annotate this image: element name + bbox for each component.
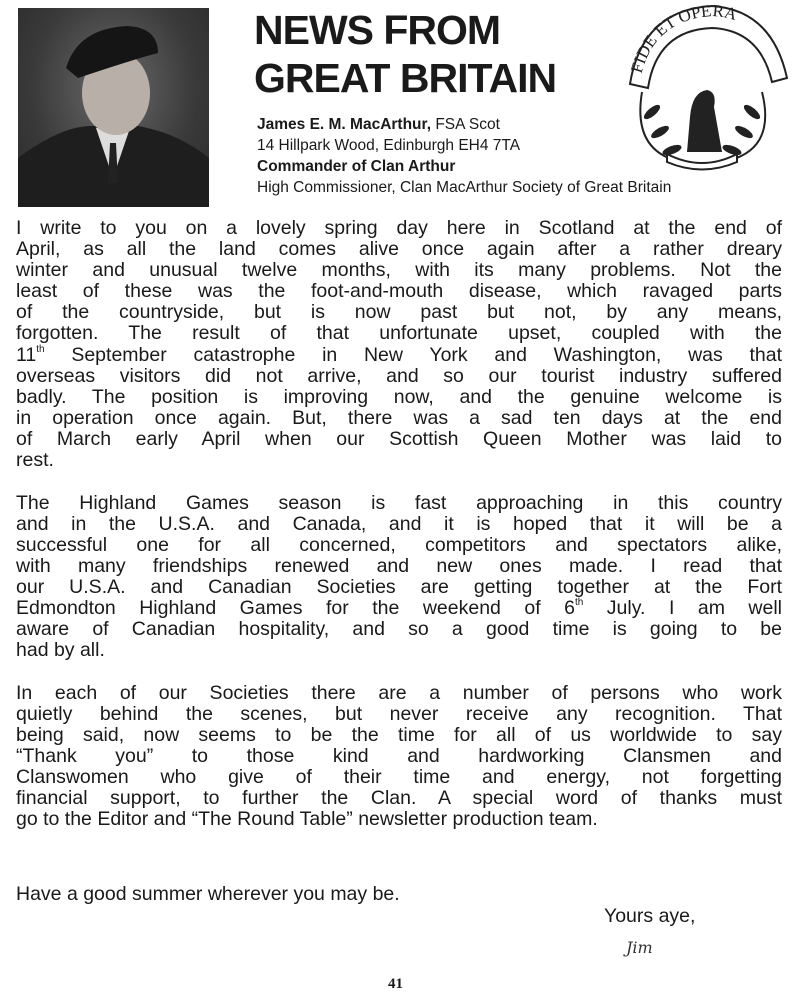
text-line [16,767,782,788]
text-segment: September catastrophe in New York and Washington, was that [44,343,782,366]
text-segment: successful one for all concerned, competitors and spectators alike, [16,533,782,556]
author-address: 14 Hillpark Wood, Edinburgh EH4 7TA [257,137,521,154]
text-segment: least of these was the foot-and-mouth disease, which ravaged parts [16,280,782,303]
text-line [16,366,782,387]
text-line [16,683,782,704]
signoff: Yours aye, [604,905,696,927]
text-segment: aware of Canadian hospitality, and so a good time is going to be [16,618,782,641]
paragraph [16,493,782,662]
text-segment: of the countryside, but is now past but not, by any means, [16,301,782,324]
text-line [16,387,782,408]
text-line [16,725,782,746]
text-segment: winter and unusual twelve months, with its many problems. Not the [16,259,782,282]
closing-line: Have a good summer wherever you may be. [16,883,400,905]
author-byline [257,114,671,198]
text-line [16,408,782,429]
article-body [16,218,782,852]
text-segment: had by all. [16,639,105,662]
text-segment: forgotten. The result of that unfortunate upset, coupled with the [16,322,782,345]
text-line [16,809,782,830]
clan-crest-logo [612,2,792,172]
text-line [16,493,782,514]
paragraph [16,683,782,831]
text-line [16,218,782,239]
text-segment: badly. The position is improving now, and the genuine welcome is [16,385,782,408]
text-line [16,640,782,661]
page-number: 41 [388,976,403,992]
text-line [16,450,782,471]
text-line [16,556,782,577]
text-segment: In each of our Societies there are a number of persons who work [16,681,782,704]
text-segment: in operation once again. But, there was a sad ten days at the end [16,406,782,429]
text-segment: July. I am well [583,596,783,619]
text-segment: being said, now seems to be the time for all of us worldwide to say [16,723,782,746]
text-segment: Clanswomen who give of their time and energy, not forgetting [16,766,782,789]
author-name: James E. M. MacArthur, [257,116,432,133]
text-segment: financial support, to further the Clan. A special word of thanks must [16,787,782,810]
crest-motto: FIDE ET OPERA [626,2,740,76]
text-segment: of March early April when our Scottish Queen Mother was laid to [16,427,782,450]
author-position: High Commissioner, Clan MacArthur Society of Great Britain [257,179,672,196]
text-line [16,429,782,450]
text-line [16,577,782,598]
text-line [16,535,782,556]
text-segment: and in the U.S.A. and Canada, and it is hoped that it will be a [16,512,782,535]
text-segment: I write to you on a lovely spring day here in Scotland at the end of [16,217,782,239]
text-line [16,345,782,366]
superscript: th [36,343,45,355]
text-segment: quietly behind the scenes, but never receive any recognition. That [16,702,782,725]
text-line [16,260,782,281]
text-segment: with many friendships renewed and new ones made. I read that [16,554,782,577]
text-line [16,788,782,809]
text-line [16,704,782,725]
text-segment: “Thank you” to those kind and hardworking Clansmen and [16,744,782,767]
superscript: th [574,596,584,608]
text-segment: The Highland Games season is fast approaching in this country [16,491,782,514]
text-segment: April, as all the land comes alive once again after a rather dreary [16,238,782,261]
author-role: Commander of Clan Arthur [257,158,456,175]
text-line [16,281,782,302]
text-line [16,598,782,619]
text-line [16,746,782,767]
paragraph [16,218,782,471]
svg-text:FIDE ET OPERA [627,2,740,75]
text-segment: our U.S.A. and Canadian Societies are getting together at the Fort [16,575,782,598]
title-line-1: NEWS FROM [254,7,501,53]
page-title [254,6,556,102]
text-segment: overseas visitors did not arrive, and so our tourist industry suffered [16,364,782,387]
text-line [16,619,782,640]
author-photo [18,8,209,207]
title-line-2: GREAT BRITAIN [254,55,557,101]
author-suffix: FSA Scot [431,116,500,133]
text-segment: go to the Editor and “The Round Table” newsletter production team. [16,808,598,831]
text-segment: Edmondton Highland Games for the weekend of 6 [16,596,575,619]
text-segment: rest. [16,449,54,472]
text-line [16,323,782,344]
signature: Jim [626,938,653,957]
text-segment: 11 [16,343,37,366]
text-line [16,239,782,260]
text-line [16,514,782,535]
text-line [16,302,782,323]
